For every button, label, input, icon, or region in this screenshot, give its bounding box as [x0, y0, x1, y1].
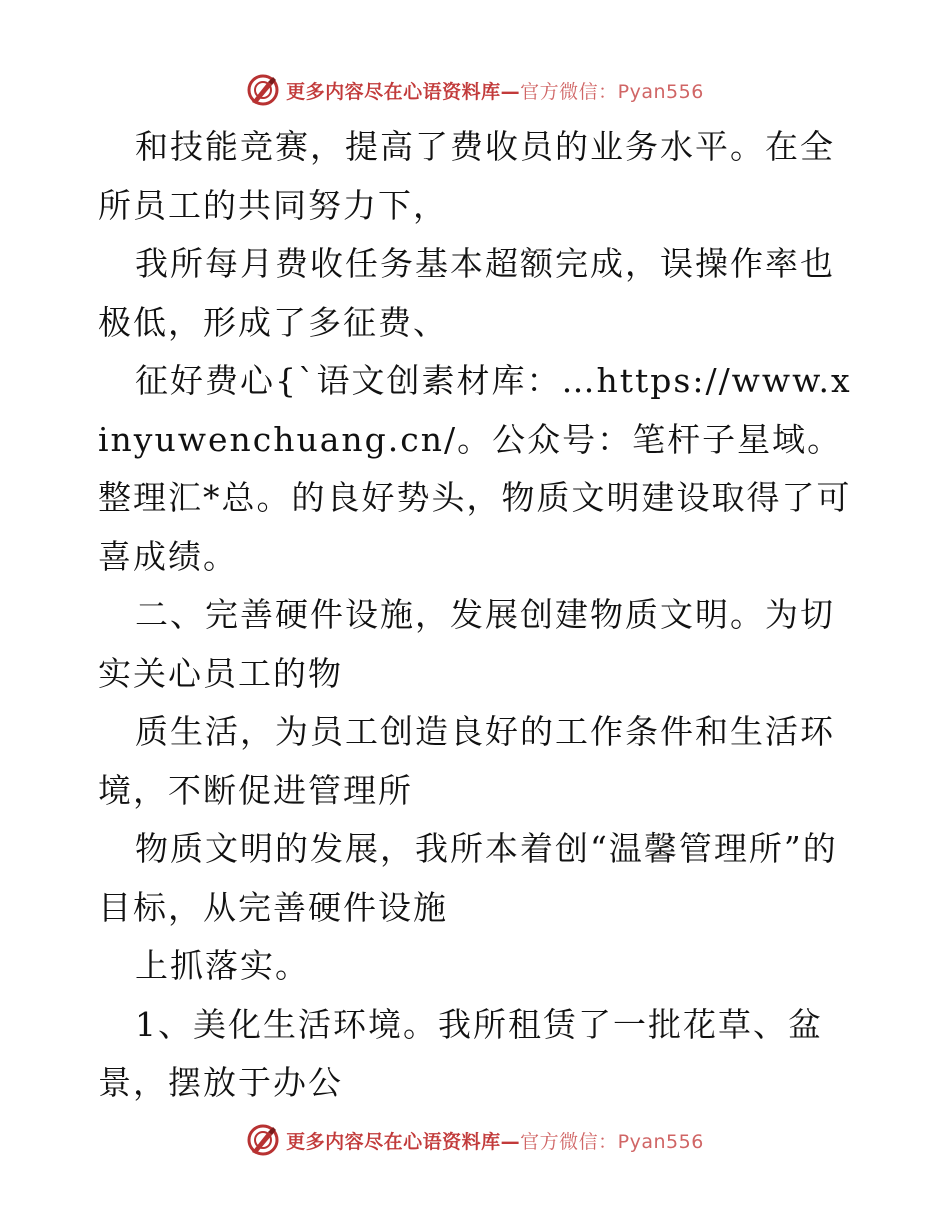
banner-text	[286, 77, 704, 104]
pen-logo-icon	[246, 1123, 280, 1157]
banner-wechat: 官方微信：Pyan556	[520, 80, 704, 103]
document-body	[98, 118, 858, 1113]
banner-site-name: 更多内容尽在心语资料库—	[286, 1130, 521, 1153]
paragraph: 二、完善硬件设施，发展创建物质文明。为切实关心员工的物	[98, 595, 835, 693]
paragraph: 物质文明的发展，我所本着创“温馨管理所”的目标，从完善硬件设施	[98, 829, 838, 927]
banner-site-name: 更多内容尽在心语资料库—	[286, 80, 521, 103]
paragraph: 质生活，为员工创造良好的工作条件和生活环境，不断促进管理所	[98, 712, 835, 810]
banner-text	[286, 1127, 704, 1154]
paragraph: 征好费心{`语文创素材库：…https://www.xinyuwenchuang.cn/。公众号：笔杆子星域。整理汇*总。的良好势头，物质文明建设取得了可喜成绩。	[98, 361, 852, 576]
footer-watermark-banner	[0, 1120, 950, 1160]
pen-logo-icon	[246, 73, 280, 107]
paragraph: 和技能竞赛，提高了费收员的业务水平。在全所员工的共同努力下，	[98, 127, 835, 225]
paragraph: 上抓落实。	[135, 946, 310, 985]
paragraph: 我所每月费收任务基本超额完成，误操作率也极低，形成了多征费、	[98, 244, 835, 342]
paragraph: 1、美化生活环境。我所租赁了一批花草、盆景，摆放于办公	[98, 1004, 823, 1102]
header-watermark-banner	[0, 70, 950, 110]
banner-wechat: 官方微信：Pyan556	[520, 1130, 704, 1153]
